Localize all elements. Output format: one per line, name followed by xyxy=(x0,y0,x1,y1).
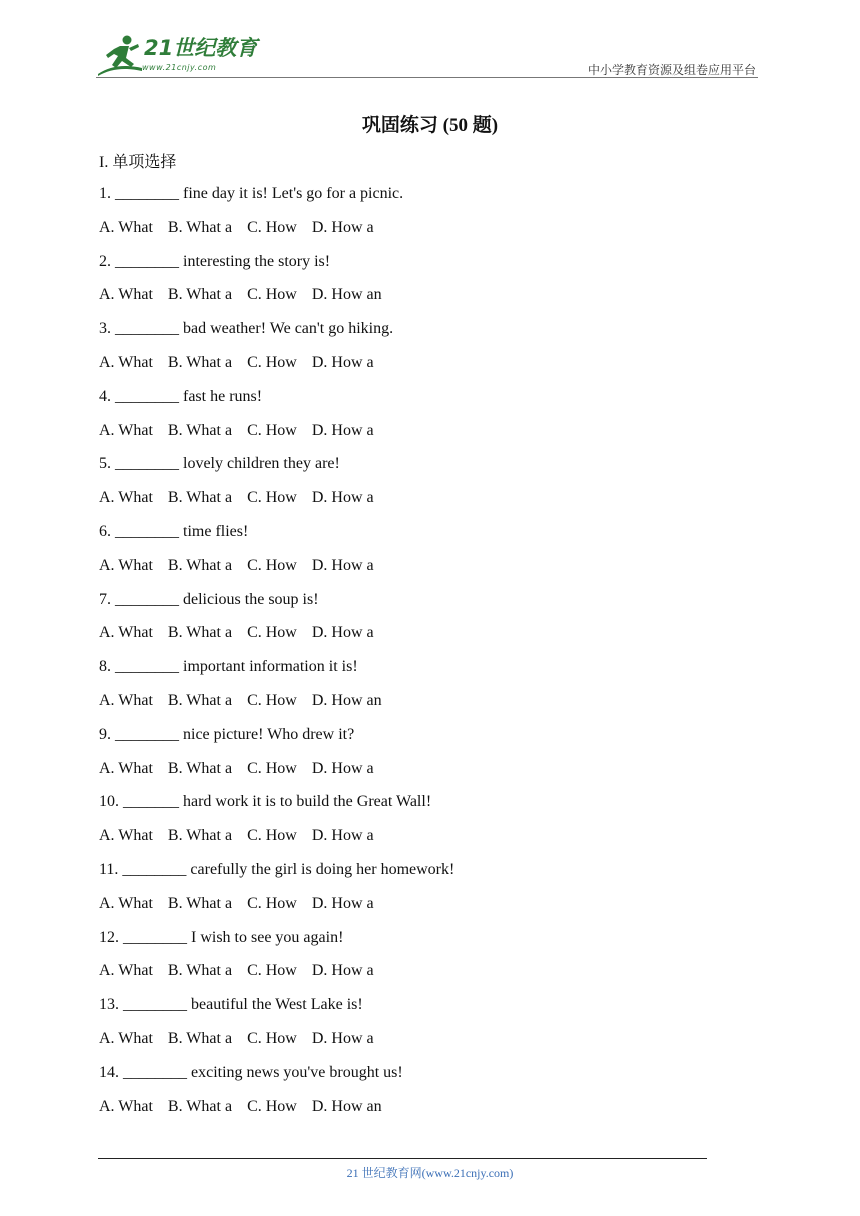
question-options xyxy=(99,759,389,779)
option-a[interactable]: A. What xyxy=(99,1097,153,1115)
option-c[interactable]: C. How xyxy=(247,556,297,574)
option-c[interactable]: C. How xyxy=(247,286,297,304)
option-b[interactable]: B. What a xyxy=(167,286,233,304)
section-heading: I. 单项选择 xyxy=(99,154,177,171)
option-d[interactable]: D. How a xyxy=(311,827,374,845)
site-logo[interactable] xyxy=(96,34,266,78)
option-d[interactable]: D. How a xyxy=(311,759,374,777)
option-d[interactable]: D. How an xyxy=(311,286,382,304)
option-a[interactable]: A. What xyxy=(99,556,153,574)
option-a[interactable]: A. What xyxy=(99,827,153,845)
option-b[interactable]: B. What a xyxy=(167,692,233,709)
option-a[interactable]: A. What xyxy=(99,218,153,236)
question-stem: 9. ________ nice picture! Who drew it? xyxy=(99,725,355,743)
footer-link[interactable]: 21 世纪教育网(www.21cnjy.com) xyxy=(346,1166,514,1180)
option-c[interactable]: C. How xyxy=(247,624,297,642)
option-d[interactable]: D. How an xyxy=(311,1097,382,1115)
question-stem: 2. ________ interesting the story is! xyxy=(99,252,331,270)
option-b[interactable]: B. What a xyxy=(167,218,233,236)
option-d[interactable]: D. How a xyxy=(311,556,374,574)
option-c[interactable]: C. How xyxy=(247,894,297,912)
question-stem: 1. ________ fine day it is! Let's go for a picnic. xyxy=(99,185,404,202)
option-a[interactable]: A. What xyxy=(99,962,153,980)
question-options xyxy=(99,623,389,643)
logo-text: 21世纪教育 xyxy=(144,36,258,60)
question-options xyxy=(99,1097,397,1117)
question-stem: 12. ________ I wish to see you again! xyxy=(99,928,344,946)
option-a[interactable]: A. What xyxy=(99,286,153,304)
question-options xyxy=(99,421,389,441)
option-c[interactable]: C. How xyxy=(247,1097,297,1115)
footer-divider xyxy=(98,1158,707,1159)
option-b[interactable]: B. What a xyxy=(167,759,233,777)
question-stem: 6. ________ time flies! xyxy=(99,523,249,540)
option-c[interactable]: C. How xyxy=(247,218,297,236)
option-b[interactable]: B. What a xyxy=(167,894,233,912)
option-b[interactable]: B. What a xyxy=(167,962,233,980)
logo-url: www.21cnjy.com xyxy=(142,63,217,72)
option-c[interactable]: C. How xyxy=(247,759,297,777)
question-options xyxy=(99,691,397,711)
option-c[interactable]: C. How xyxy=(247,354,297,371)
question-stem: 4. ________ fast he runs! xyxy=(99,387,263,405)
option-b[interactable]: B. What a xyxy=(167,421,233,439)
option-a[interactable]: A. What xyxy=(99,692,153,709)
option-c[interactable]: C. How xyxy=(247,692,297,709)
option-d[interactable]: D. How a xyxy=(311,354,374,371)
option-b[interactable]: B. What a xyxy=(167,1030,233,1047)
question-options xyxy=(99,826,389,846)
option-d[interactable]: D. How a xyxy=(311,624,374,642)
option-a[interactable]: A. What xyxy=(99,354,153,371)
question-stem: 13. ________ beautiful the West Lake is! xyxy=(99,996,363,1014)
option-a[interactable]: A. What xyxy=(99,1030,153,1047)
question-options xyxy=(99,285,397,305)
option-b[interactable]: B. What a xyxy=(167,1097,233,1115)
option-d[interactable]: D. How a xyxy=(311,1030,374,1047)
question-options xyxy=(99,1029,389,1049)
option-a[interactable]: A. What xyxy=(99,421,153,439)
option-d[interactable]: D. How a xyxy=(311,962,374,980)
question-options xyxy=(99,961,389,981)
runner-icon xyxy=(96,34,144,78)
option-b[interactable]: B. What a xyxy=(167,489,233,507)
page-header xyxy=(0,0,860,80)
option-c[interactable]: C. How xyxy=(247,1030,297,1047)
header-divider xyxy=(96,77,758,78)
option-c[interactable]: C. How xyxy=(247,489,297,507)
option-c[interactable]: C. How xyxy=(247,962,297,980)
question-options xyxy=(99,556,389,576)
question-stem: 5. ________ lovely children they are! xyxy=(99,455,340,473)
option-c[interactable]: C. How xyxy=(247,421,297,439)
question-stem: 11. ________ carefully the girl is doing her homework! xyxy=(99,861,455,878)
question-options xyxy=(99,488,389,508)
question-options xyxy=(99,353,389,373)
question-stem: 14. ________ exciting news you've brought us! xyxy=(99,1063,403,1081)
option-b[interactable]: B. What a xyxy=(167,827,233,845)
option-d[interactable]: D. How a xyxy=(311,489,374,507)
question-stem: 10. _______ hard work it is to build the Great Wall! xyxy=(99,793,432,811)
option-b[interactable]: B. What a xyxy=(167,624,233,642)
option-b[interactable]: B. What a xyxy=(167,556,233,574)
question-options xyxy=(99,894,389,914)
header-tagline: 中小学教育资源及组卷应用平台 xyxy=(587,63,756,77)
option-a[interactable]: A. What xyxy=(99,489,153,507)
option-a[interactable]: A. What xyxy=(99,624,153,642)
question-stem: 8. ________ important information it is! xyxy=(99,658,358,676)
option-a[interactable]: A. What xyxy=(99,759,153,777)
question-stem: 3. ________ bad weather! We can't go hiking. xyxy=(99,320,394,338)
option-d[interactable]: D. How an xyxy=(311,692,382,709)
question-stem: 7. ________ delicious the soup is! xyxy=(99,590,319,608)
option-d[interactable]: D. How a xyxy=(311,421,374,439)
option-d[interactable]: D. How a xyxy=(311,218,374,236)
page-title: 巩固练习 (50 题) xyxy=(361,115,499,136)
option-b[interactable]: B. What a xyxy=(167,354,233,371)
option-d[interactable]: D. How a xyxy=(311,894,374,912)
option-a[interactable]: A. What xyxy=(99,894,153,912)
option-c[interactable]: C. How xyxy=(247,827,297,845)
question-options xyxy=(99,218,389,238)
